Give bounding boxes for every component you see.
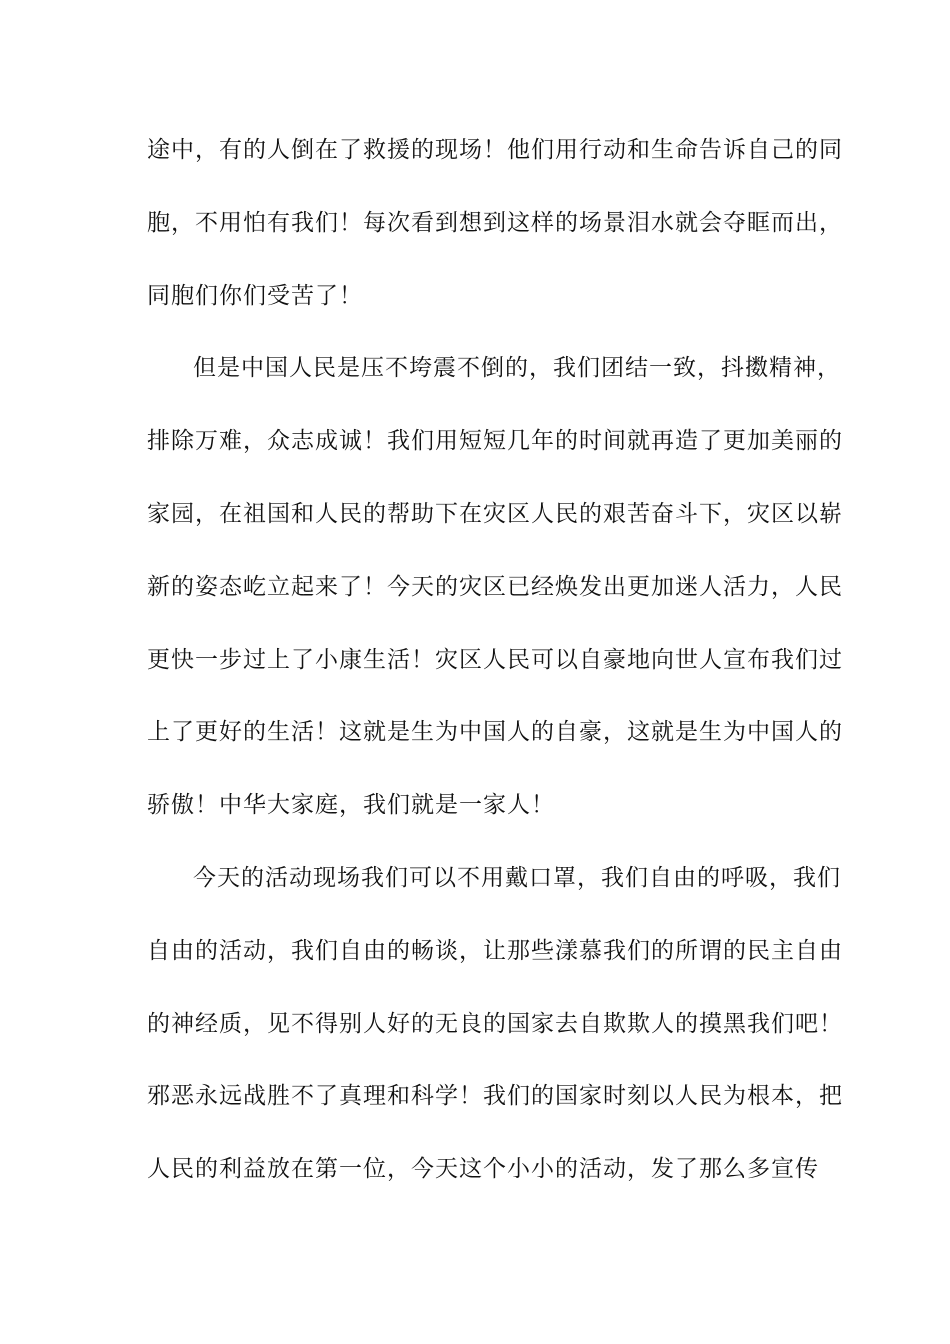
text-line-12: 自由的活动，我们自由的畅谈，让那些漾慕我们的所谓的民主自由 bbox=[147, 937, 843, 964]
text-line-1: 途中，有的人倒在了救援的现场！他们用行动和生命告诉自己的同 bbox=[147, 137, 843, 163]
text-line-5: 排除万难，众志成诚！我们用短短几年的时间就再造了更加美丽的 bbox=[147, 428, 843, 455]
body-text bbox=[147, 128, 843, 1220]
text-line-10: 骄傲！中华大家庭，我们就是一家人！ bbox=[147, 792, 555, 819]
text-line-7: 新的姿态屹立起来了！今天的灾区已经焕发出更加迷人活力，人民 bbox=[147, 573, 843, 600]
text-line-13: 的神经质，见不得别人好的无良的国家去自欺欺人的摸黑我们吧！ bbox=[147, 1010, 843, 1037]
text-line-15: 人民的利益放在第一位，今天这个小小的活动，发了那么多宣传 bbox=[147, 1156, 819, 1183]
text-line-6: 家园，在祖国和人民的帮助下在灾区人民的艰苦奋斗下，灾区以崭 bbox=[147, 500, 843, 527]
text-line-2: 胞，不用怕有我们！每次看到想到这样的场景泪水就会夺眶而出， bbox=[147, 209, 843, 236]
paragraph-start-line-11: 今天的活动现场我们可以不用戴口罩，我们自由的呼吸，我们 bbox=[193, 864, 841, 891]
text-line-3: 同胞们你们受苦了！ bbox=[147, 282, 363, 309]
text-line-9: 上了更好的生活！这就是生为中国人的自豪，这就是生为中国人的 bbox=[147, 719, 843, 746]
paragraph-start-line-4: 但是中国人民是压不垮震不倒的，我们团结一致，抖擞精神， bbox=[193, 355, 841, 382]
text-line-8: 更快一步过上了小康生活！灾区人民可以自豪地向世人宣布我们过 bbox=[147, 646, 843, 673]
text-line-14: 邪恶永远战胜不了真理和科学！我们的国家时刻以人民为根本，把 bbox=[147, 1083, 843, 1110]
